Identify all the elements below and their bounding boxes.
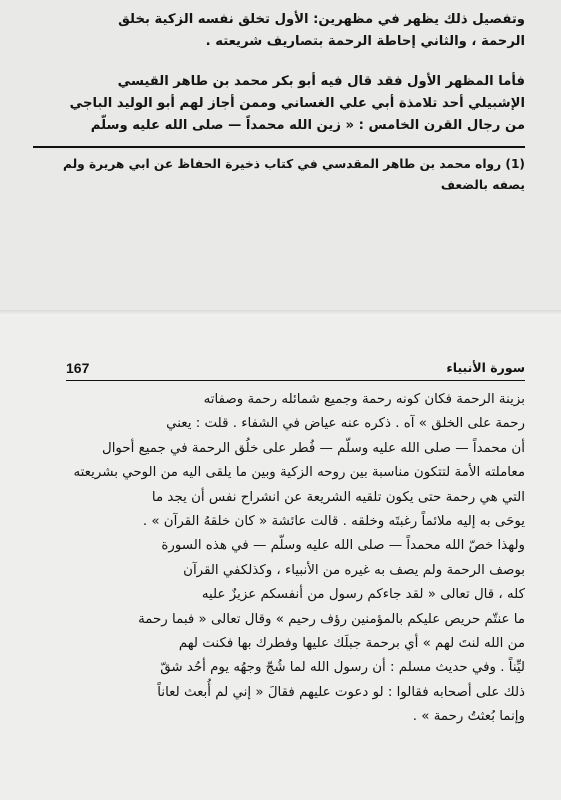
upper-paragraph-1 bbox=[33, 9, 525, 53]
footnote-line: يصفه بالضعف bbox=[440, 178, 525, 192]
body-line: ذلك على أصحابه فقالوا : لو دعوت عليهم فقالَ « إني لم أُبعث لعاناً bbox=[157, 684, 525, 700]
lower-page-body bbox=[33, 388, 525, 730]
body-line: كله ، قال تعالى « لقد جاءكم رسول من أنفسكم عزيزٌ عليه bbox=[201, 587, 525, 603]
body-line: يوحَى به إليه ملائماً رغبتَه وخلقه . قالت عائشة « كان خلقهُ القرآن » . bbox=[142, 514, 525, 530]
body-line: معاملته الأمة لتتكون مناسبة بين روحه الزكية وبين ما يلقى اليه من الوحي بشريعته bbox=[73, 465, 525, 481]
header-rule bbox=[66, 380, 525, 381]
body-line: وإنما بُعثتُ رحمة » . bbox=[412, 709, 525, 725]
text-line: الرحمة ، والثاني إحاطة الرحمة بتصاريف شريعته . bbox=[205, 34, 525, 49]
text-line: الإشبيلي أحد تلامذة أبي علي الغساني وممن أجاز لهم أبو الوليد الباجي bbox=[69, 96, 525, 111]
page-number: 167 bbox=[66, 360, 90, 376]
footnote bbox=[33, 154, 525, 196]
text-line: وتفصيل ذلك يظهر في مظهرين: الأول تخلق نفسه الزكية بخلق bbox=[118, 12, 525, 27]
upper-paragraph-2 bbox=[33, 71, 525, 137]
body-line: من الله لنتَ لهم » أي برحمة جبلَك عليها وفطرك بها فكنت لهم bbox=[178, 636, 525, 652]
surah-title: سورة الأنبياء bbox=[446, 360, 525, 375]
body-line: ولهذا خصّ الله محمداً — صلى الله عليه وسلّم — في هذه السورة bbox=[161, 538, 525, 554]
text-line: من رجال القرن الخامس : « زين الله محمداً — صلى الله عليه وسلّم bbox=[90, 118, 525, 133]
body-line: ما عنتّم حريص عليكم بالمؤمنين رؤف رحيم » وقال تعالى « فبما رحمة bbox=[138, 611, 525, 627]
body-line: أن محمداً — صلى الله عليه وسلّم — فُطر على خلُق الرحمة في جميع أحوال bbox=[101, 440, 525, 456]
body-line: بزينة الرحمة فكان كونه رحمة وجميع شمائله رحمة وصفاته bbox=[203, 392, 525, 407]
body-line: بوصف الرحمة ولم يصف به غيره من الأنبياء ، وكذلكفي القرآن bbox=[183, 562, 525, 578]
running-header bbox=[66, 358, 525, 380]
body-line: رحمة على الخلق » آه . ذكره عنه عياض في الشفاء . قلت : يعني bbox=[166, 416, 525, 432]
body-line: التي هي رحمة حتى يكون تلقيه الشريعة عن انشراح نفس أن يجد ما bbox=[151, 489, 525, 505]
footnote-line: (1) رواه محمد بن طاهر المقدسي في كتاب ذخيرة الحفاظ عن ابي هريرة ولم bbox=[63, 157, 525, 171]
footnote-separator bbox=[33, 146, 525, 148]
page-divider bbox=[0, 310, 561, 316]
text-line: فأما المظهر الأول فقد قال فيه أبو بكر محمد بن طاهر القيسي bbox=[117, 74, 525, 89]
body-line: ليِّناً . وفي حديث مسلم : أن رسول الله لما شُجّ وجهُه يوم أحُد شقّ bbox=[160, 660, 525, 676]
